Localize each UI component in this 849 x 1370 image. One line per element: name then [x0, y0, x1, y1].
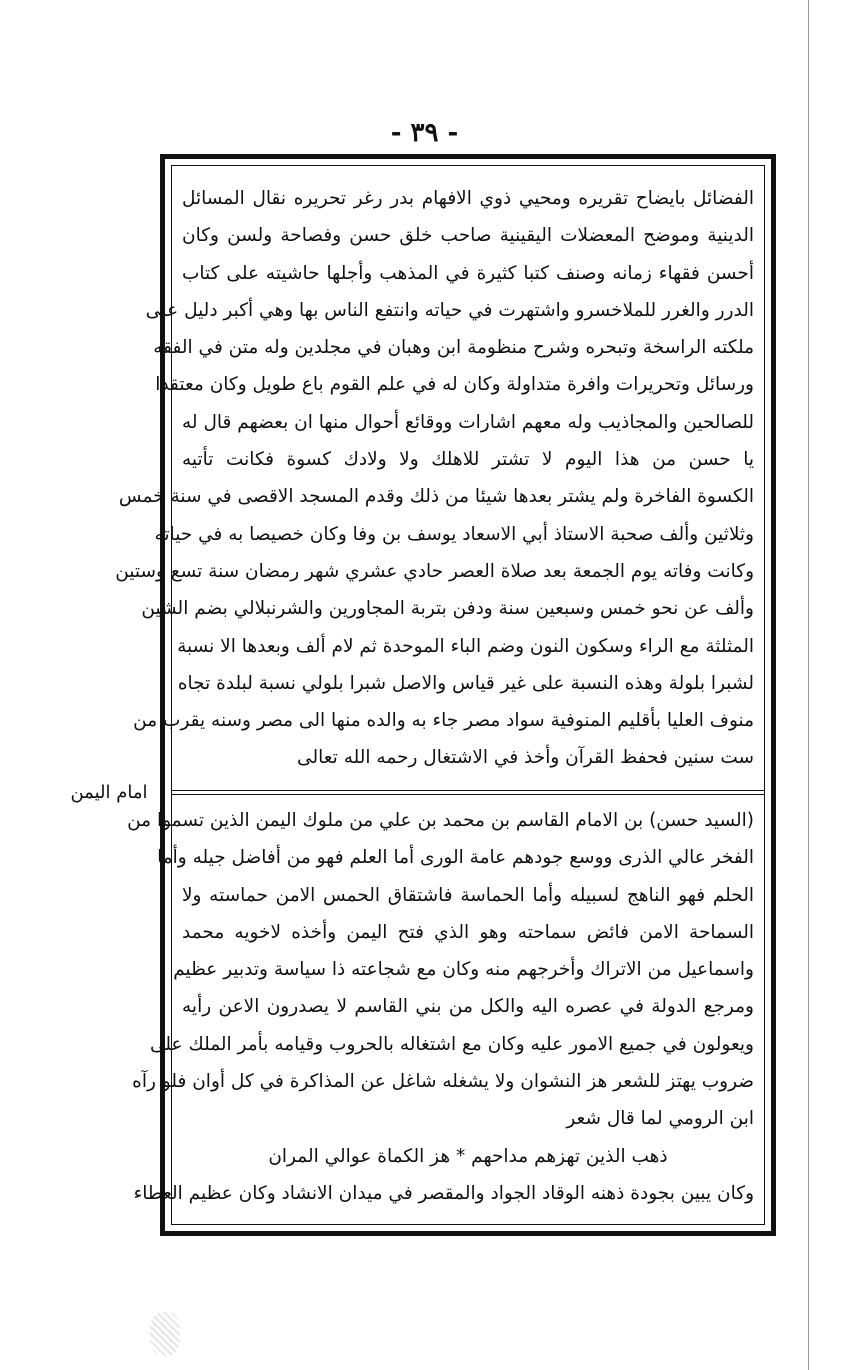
section-divider-bottom: [172, 794, 764, 795]
paper-smudge: [150, 1312, 180, 1356]
text-line: ويعولون في جميع الامور عليه وكان مع اشتغاله بالحروب وقيامه بأمر الملك على: [150, 1033, 754, 1055]
text-line: ضروب يهتز للشعر هز النشوان ولا يشغله شاغل عن المذاكرة في كل أوان فلو رآه: [132, 1071, 754, 1093]
text-line: الكسوة الفاخرة ولم يشتر بعدها شيئا من ذلك وقدم المسجد الاقصى في سنة خمس: [118, 486, 754, 508]
margin-note: امام اليمن: [70, 782, 148, 803]
text-line: المثلثة مع الراء وسكون النون وضم الباء الموحدة ثم لام ألف وبعدها الا نسبة: [177, 635, 754, 657]
text-line: ملكته الراسخة وتبحره وشرح منظومة ابن وهبان في مجلدين وله متن في الفقه: [153, 337, 754, 359]
text-line: الدينية وموضح المعضلات اليقينية صاحب خلق حسن وفصاحة ولسن وكان: [182, 225, 754, 247]
biography-section-1: [115, 180, 754, 777]
text-line: يا حسن من هذا اليوم لا تشتر للاهلك ولا ولادك كسوة فكانت تأتيه: [182, 449, 754, 471]
text-line: وألف عن نحو خمس وسبعين سنة ودفن بتربة المجاورين والشرنبلالي بضم الشين: [141, 598, 754, 620]
text-line: وكان يبين بجودة ذهنه الوقاد الجواد والمقصر في ميدان الانشاد وكان عظيم العطاء: [133, 1182, 754, 1204]
text-line: وثلاثين وألف صحبة الاستاذ أبي الاسعاد يوسف بن وفا وكان خصيصا به في حياته: [154, 523, 754, 545]
text-line: (السيد حسن) بن الامام القاسم بن محمد بن علي من ملوك اليمن الذين تسموا من: [127, 810, 754, 831]
text-line: واسماعيل من الاتراك وأخرجهم منه وكان مع شجاعته ذا سياسة وتدبير عظيم: [173, 959, 754, 981]
section-divider-top: [172, 790, 764, 791]
text-line: ست سنين فحفظ القرآن وأخذ في الاشتغال رحمه الله تعالى: [297, 747, 754, 769]
text-line: الفضائل بايضاح تقريره ومحيي ذوي الافهام بدر رغر تحريره نقال المسائل: [182, 188, 754, 209]
text-line: لشبرا بلولة وهذه النسبة على غير قياس والاصل شبرا بلولي نسبة لبلدة تجاه: [177, 672, 754, 694]
poem-verse: ذهب الذين تهزهم مداحهم * هز الكماة عوالي المران: [268, 1145, 668, 1167]
text-line: الحلم فهو الناهج لسبيله وأما الحماسة فاشتقاق الحمس الامن حماسته ولا: [182, 884, 754, 906]
text-line: ورسائل وتحريرات وافرة متداولة وكان له في علم القوم باع طويل وكان معتقدا: [155, 374, 754, 396]
text-line: وكانت وفاته يوم الجمعة بعد صلاة العصر حادي عشري شهر رمضان سنة تسع وستين: [115, 560, 754, 582]
text-line: ومرجع الدولة في عصره اليه والكل من بني القاسم لا يصدرون الاعن رأيه: [182, 996, 754, 1018]
text-line: الفخر عالي الذرى ووسع جودهم عامة الورى أما العلم فهو من أفاضل جيله وأما: [157, 847, 754, 869]
text-line: للصالحين والمجاذيب وله معهم اشارات ووقائع أحوال منها ان بعضهم قال له: [182, 411, 754, 433]
text-line: أحسن فقهاء زمانه وصنف كتبا كثيرة في المذهب وأجلها حاشيته على كتاب: [182, 262, 754, 284]
biography-section-2: [127, 802, 754, 1212]
text-frame-inner: [115, 165, 765, 1225]
text-line: منوف العليا بأقليم المنوفية سواد مصر جاء به والده منها الى مصر وسنه يقرب من: [133, 710, 754, 732]
page-number: - ٣٩ -: [390, 118, 459, 148]
binding-edge-line: [808, 0, 809, 1370]
text-frame: [115, 154, 776, 1236]
text-line: الدرر والغرر للملاخسرو واشتهرت في حياته وانتفع الناس بها وهي أكبر دليل على: [145, 299, 754, 321]
text-line: السماحة الامن فائض سماحته وهو الذي فتح اليمن وأخذه لاخويه محمد: [182, 921, 754, 943]
text-line: ابن الرومي لما قال شعر: [566, 1108, 754, 1130]
